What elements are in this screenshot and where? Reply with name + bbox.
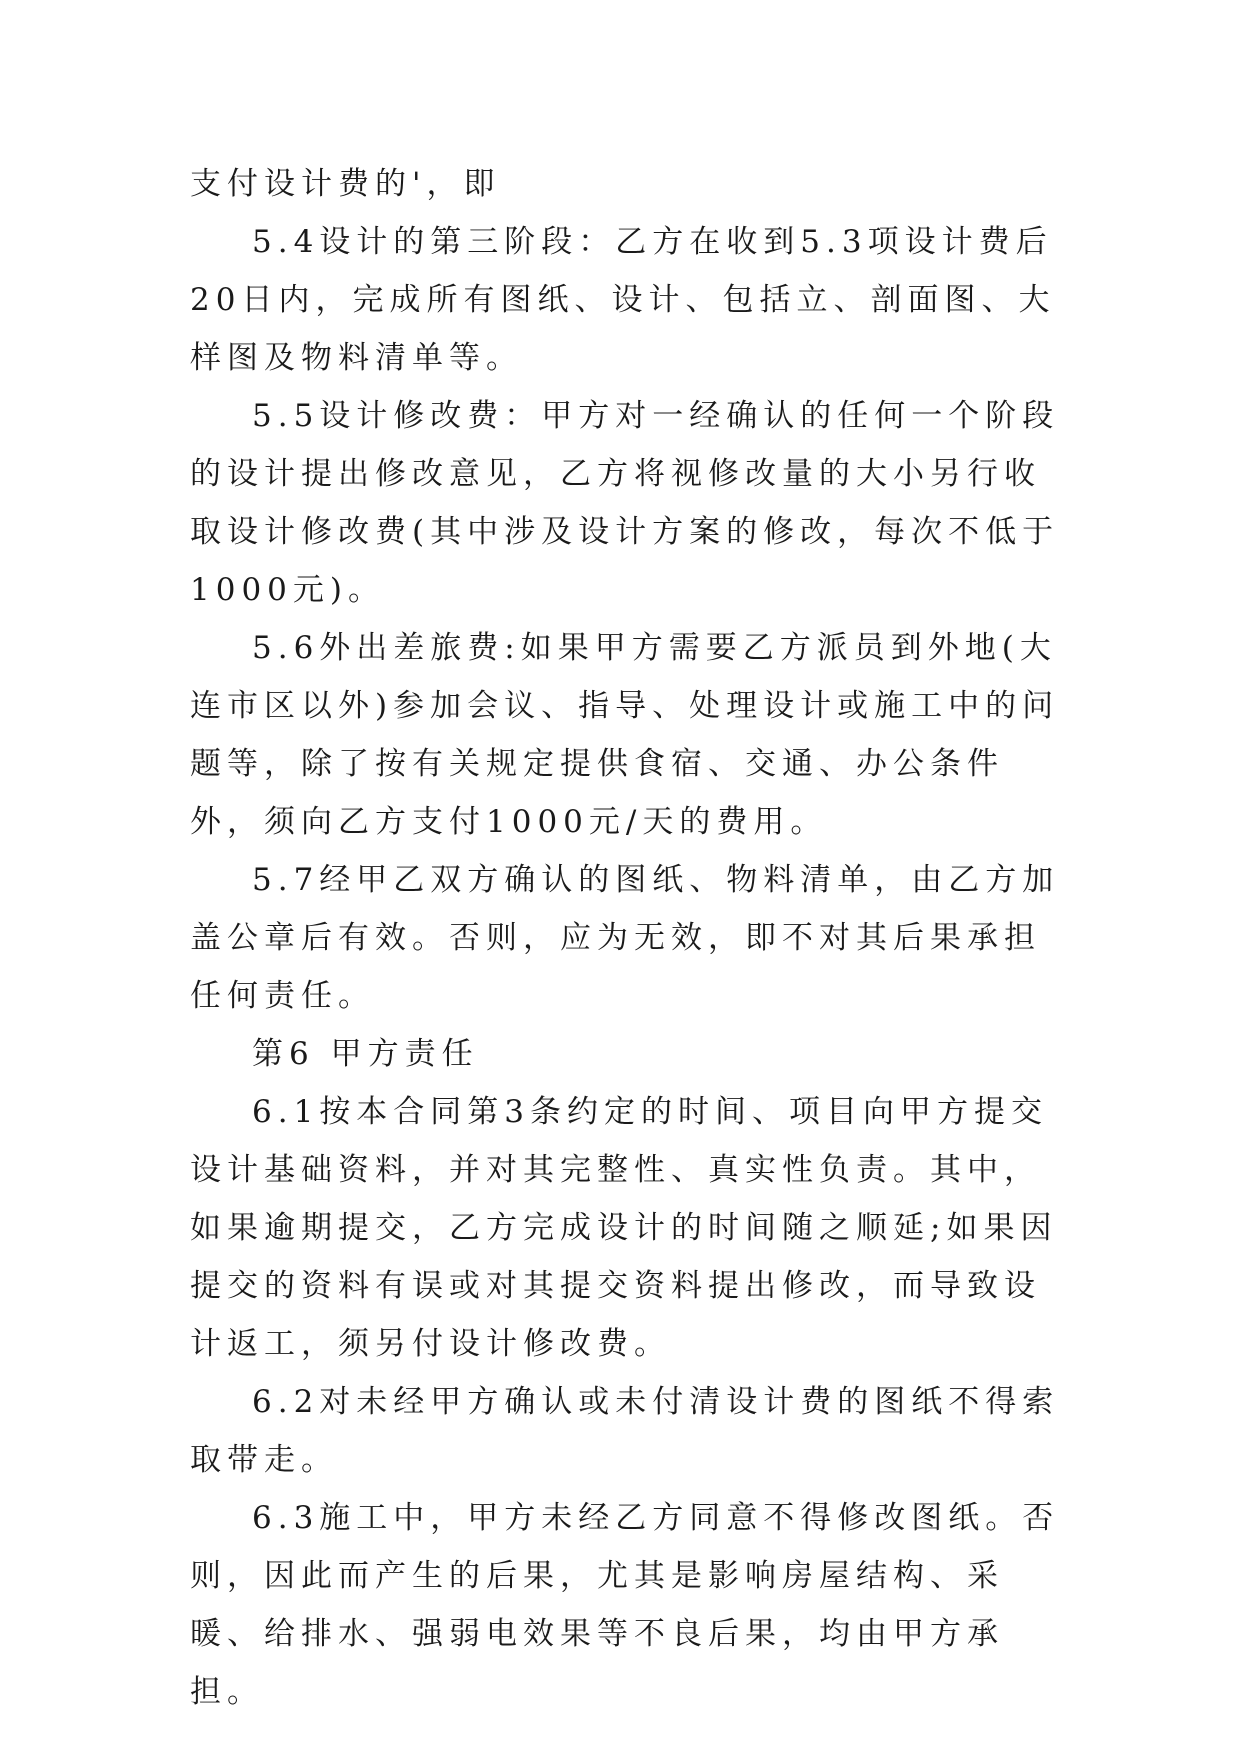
document-body xyxy=(190,155,1060,1721)
paragraph-5-4: 5.4设计的第三阶段：乙方在收到5.3项设计费后20日内，完成所有图纸、设计、包括立、剖面图、大样图及物料清单等。 xyxy=(190,224,1056,376)
paragraph-payment-continuation: 支付设计费的'，即 xyxy=(190,166,501,202)
section-heading-6: 第6 甲方责任 xyxy=(252,1036,479,1072)
paragraph-6-3: 6.3施工中，甲方未经乙方同意不得修改图纸。否则，因此而产生的后果，尤其是影响房屋结构、采暖、给排水、强弱电效果等不良后果，均由甲方承担。 xyxy=(190,1500,1060,1710)
paragraph-5-5: 5.5设计修改费：甲方对一经确认的任何一个阶段的设计提出修改意见，乙方将视修改量的大小另行收取设计修改费(其中涉及设计方案的修改，每次不低于1000元)。 xyxy=(190,398,1060,608)
paragraph-6-2: 6.2对未经甲方确认或未付清设计费的图纸不得索取带走。 xyxy=(190,1384,1060,1478)
paragraph-6-1: 6.1按本合同第3条约定的时间、项目向甲方提交设计基础资料，并对其完整性、真实性负责。其中，如果逾期提交，乙方完成设计的时间随之顺延;如果因提交的资料有误或对其提交资料提出修改，而导致设计返工，须另付设计修改费。 xyxy=(190,1094,1058,1362)
paragraph-5-7: 5.7经甲乙双方确认的图纸、物料清单，由乙方加盖公章后有效。否则，应为无效，即不对其后果承担任何责任。 xyxy=(190,862,1060,1014)
paragraph-5-6: 5.6外出差旅费:如果甲方需要乙方派员到外地(大连市区以外)参加会议、指导、处理设计或施工中的问题等，除了按有关规定提供食宿、交通、办公条件外，须向乙方支付1000元/天的费用。 xyxy=(190,630,1060,840)
